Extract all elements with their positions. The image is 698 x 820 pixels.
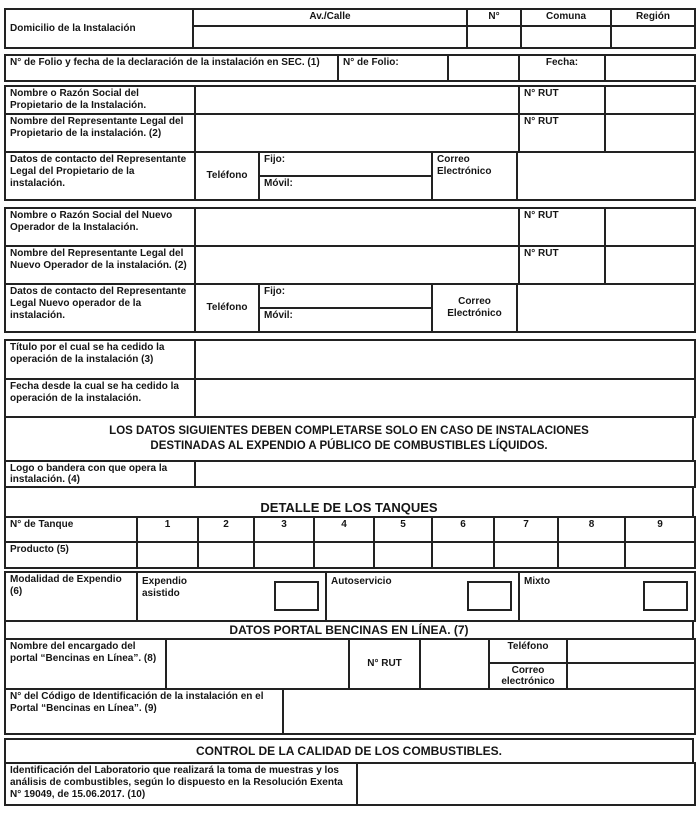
propietario-telefono-label: Teléfono	[195, 152, 259, 200]
producto-field-2[interactable]	[198, 542, 254, 568]
propietario-razon-field[interactable]	[195, 86, 519, 114]
titulo-cesion-field[interactable]	[195, 340, 695, 379]
producto-field-5[interactable]	[374, 542, 432, 568]
operador-fijo-field[interactable]: Fijo:	[259, 284, 432, 308]
expendio-asistido-label: Expendio asistido	[142, 576, 188, 599]
modalidad-label: Modalidad de Expendio (6)	[5, 572, 137, 621]
banner-section	[4, 416, 694, 462]
portal-header: DATOS PORTAL BENCINAS EN LÍNEA. (7)	[5, 621, 693, 639]
mixto-checkbox[interactable]	[643, 581, 688, 611]
tanques-header: DETALLE DE LOS TANQUES	[5, 487, 693, 517]
cesion-section	[4, 339, 696, 418]
titulo-cesion-label: Título por el cual se ha cedido la operación de la instalación (3)	[5, 340, 195, 379]
encargado-rut-label: N° RUT	[349, 639, 420, 689]
propietario-rep-field[interactable]	[195, 114, 519, 152]
laboratorio-field[interactable]	[357, 763, 695, 805]
operador-correo-field[interactable]	[517, 284, 695, 332]
tanque-col-7: 7	[494, 517, 558, 542]
modalidad-expendio-asistido-cell	[137, 572, 326, 621]
operador-razon-field[interactable]	[195, 208, 519, 246]
tanque-col-4: 4	[314, 517, 374, 542]
mixto-label: Mixto	[524, 576, 551, 587]
comuna-header: Comuna	[521, 9, 611, 26]
operador-rep-rut-field[interactable]	[605, 246, 695, 284]
logo-section	[4, 460, 696, 488]
propietario-contacto-section	[4, 151, 696, 201]
operador-contacto-section	[4, 283, 696, 333]
producto-field-8[interactable]	[558, 542, 625, 568]
control-header-section	[4, 738, 694, 764]
propietario-rep-rut-label: N° RUT	[519, 114, 605, 152]
laboratorio-label: Identificación del Laboratorio que realizará la toma de muestras y los análisis de combustibles, según lo dispuesto en la Resolución Exenta N° 19049, de 15.06.2017. (10)	[5, 763, 357, 805]
operador-rep-rut-label: N° RUT	[519, 246, 605, 284]
producto-field-6[interactable]	[432, 542, 494, 568]
propietario-correo-label: Correo Electrónico	[432, 152, 517, 200]
n-folio-field[interactable]	[448, 55, 519, 81]
propietario-rep-label: Nombre del Representante Legal del Propietario de la instalación. (2)	[5, 114, 195, 152]
logo-label: Logo o bandera con que opera la instalación. (4)	[5, 461, 195, 487]
codigo-portal-label: N° del Código de Identificación de la instalación en el Portal “Bencinas en Línea”. (9)	[5, 689, 283, 734]
tanque-col-6: 6	[432, 517, 494, 542]
producto-field-7[interactable]	[494, 542, 558, 568]
operador-telefono-label: Teléfono	[195, 284, 259, 332]
operador-correo-label: Correo Electrónico	[432, 284, 517, 332]
fecha-cesion-label: Fecha desde la cual se ha cedido la operación de la instalación.	[5, 379, 195, 417]
expendio-asistido-checkbox[interactable]	[274, 581, 319, 611]
encargado-rut-field[interactable]	[420, 639, 489, 689]
numero-field[interactable]	[467, 26, 521, 48]
control-header: CONTROL DE LA CALIDAD DE LOS COMBUSTIBLES.	[5, 739, 693, 763]
producto-field-1[interactable]	[137, 542, 198, 568]
encargado-telefono-field[interactable]	[567, 639, 695, 663]
producto-field-4[interactable]	[314, 542, 374, 568]
propietario-rut-field[interactable]	[605, 86, 695, 114]
portal-encargado-section	[4, 638, 696, 690]
fecha-label: Fecha:	[519, 55, 605, 81]
tanque-col-8: 8	[558, 517, 625, 542]
domicilio-section	[4, 8, 696, 49]
operador-contacto-label: Datos de contacto del Representante Legal Nuevo operador de la instalación.	[5, 284, 195, 332]
producto-label: Producto (5)	[5, 542, 137, 568]
propietario-section	[4, 85, 696, 153]
autoservicio-checkbox[interactable]	[467, 581, 512, 611]
tanques-header-section	[4, 486, 694, 518]
tanques-table	[4, 516, 696, 569]
operador-rep-label: Nombre del Representante Legal del Nuevo Operador de la instalación. (2)	[5, 246, 195, 284]
tanque-col-2: 2	[198, 517, 254, 542]
region-header: Región	[611, 9, 695, 26]
numero-header: N°	[467, 9, 521, 26]
portal-codigo-section	[4, 688, 696, 735]
folio-label: N° de Folio y fecha de la declaración de la instalación en SEC. (1)	[5, 55, 338, 81]
operador-rut-field[interactable]	[605, 208, 695, 246]
propietario-rut-label: N° RUT	[519, 86, 605, 114]
portal-header-section	[4, 620, 694, 640]
modalidad-mixto-cell	[519, 572, 695, 621]
propietario-contacto-label: Datos de contacto del Representante Legal del Propietario de la instalación.	[5, 152, 195, 200]
encargado-correo-label: Correo electrónico	[489, 663, 567, 689]
logo-field[interactable]	[195, 461, 695, 487]
propietario-razon-label: Nombre o Razón Social del Propietario de la Instalación.	[5, 86, 195, 114]
propietario-movil-field[interactable]: Móvil:	[259, 176, 432, 200]
operador-rut-label: N° RUT	[519, 208, 605, 246]
tanque-col-5: 5	[374, 517, 432, 542]
propietario-rep-rut-field[interactable]	[605, 114, 695, 152]
fecha-cesion-field[interactable]	[195, 379, 695, 417]
tanque-col-3: 3	[254, 517, 314, 542]
propietario-fijo-field[interactable]: Fijo:	[259, 152, 432, 176]
propietario-correo-field[interactable]	[517, 152, 695, 200]
producto-field-3[interactable]	[254, 542, 314, 568]
tanque-col-9: 9	[625, 517, 695, 542]
av-calle-field[interactable]	[193, 26, 467, 48]
folio-section	[4, 54, 696, 82]
n-folio-label: N° de Folio:	[338, 55, 448, 81]
encargado-correo-field[interactable]	[567, 663, 695, 689]
modalidad-section	[4, 571, 696, 622]
fecha-field[interactable]	[605, 55, 695, 81]
operador-razon-label: Nombre o Razón Social del Nuevo Operador de la Instalación.	[5, 208, 195, 246]
tanque-col-1: 1	[137, 517, 198, 542]
domicilio-label: Domicilio de la Instalación	[5, 9, 193, 48]
operador-section	[4, 207, 696, 285]
banner-cell	[5, 417, 693, 461]
autoservicio-label: Autoservicio	[331, 576, 392, 587]
codigo-portal-field[interactable]	[283, 689, 695, 734]
operador-rep-field[interactable]	[195, 246, 519, 284]
producto-field-9[interactable]	[625, 542, 695, 568]
tanque-numero-label: N° de Tanque	[5, 517, 137, 542]
laboratorio-section	[4, 762, 696, 806]
av-calle-header: Av./Calle	[193, 9, 467, 26]
encargado-label: Nombre del encargado del portal “Bencinas en Línea”. (8)	[5, 639, 166, 689]
encargado-telefono-label: Teléfono	[489, 639, 567, 663]
encargado-nombre-field[interactable]	[166, 639, 349, 689]
modalidad-autoservicio-cell	[326, 572, 519, 621]
comuna-field[interactable]	[521, 26, 611, 48]
region-field[interactable]	[611, 26, 695, 48]
banner-text: LOS DATOS SIGUIENTES DEBEN COMPLETARSE SOLO EN CASO DE INSTALACIONES DESTINADAS AL EXPENDIO A PÚBLICO DE COMBUSTIBLES LÍQUIDOS.	[109, 425, 589, 452]
operador-movil-field[interactable]: Móvil:	[259, 308, 432, 332]
